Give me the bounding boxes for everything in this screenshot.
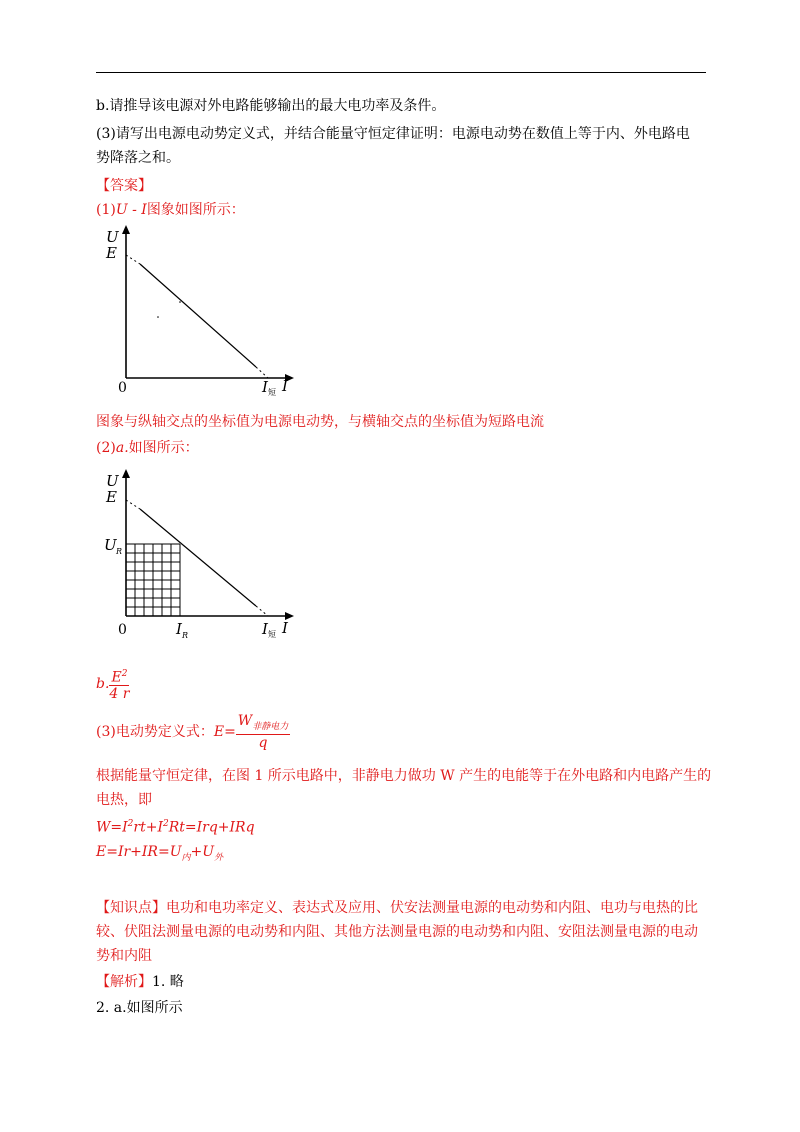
equation-1: $W=I^2rt+I^2Rt=Irq+IRq$ [96, 819, 255, 836]
short-circuit-current-label: I [262, 378, 268, 396]
answer-tag: 【答案】 [96, 178, 152, 194]
ui-line [140, 264, 256, 367]
ui-graph-figure-1 [96, 222, 316, 400]
analysis-tag: 【解析】 [96, 974, 152, 990]
short-circuit-subscript: 短 [268, 388, 276, 397]
knowledge-point-line1: 【知识点】电功和电功率定义、表达式及应用、伏安法测量电源的电动势和内阻、电功与电热的比 [96, 900, 698, 916]
answer-1-description: 图象与纵轴交点的坐标值为电源电动势，与横轴交点的坐标值为短路电流 [96, 414, 544, 430]
answer-2b-prefix: b. [96, 676, 110, 692]
dot-mark [157, 316, 159, 318]
answer-2-suffix: 如图所示： [128, 440, 199, 456]
dot-mark [179, 301, 181, 303]
max-power-denominator: 4 r [109, 686, 130, 703]
answer-1-prefix: (1) [96, 202, 116, 218]
question-3-line1 [96, 124, 690, 144]
power-grid [126, 544, 180, 616]
proof-line-1: 根据能量守恒定律，在图 1 所示电路中，非静电力做功 W 产生的电能等于在外电路和内电路产生的 [96, 768, 712, 784]
ui-graph-figure-2 [96, 466, 316, 648]
emf-label: E [106, 244, 117, 262]
analysis-text: 1. 略 [152, 974, 184, 990]
ui-line [140, 509, 256, 606]
ui-line-dashed-start [126, 500, 140, 509]
answer-3-prefix: (3) [96, 724, 116, 740]
question-3-line2: 势降落之和。 [96, 150, 180, 166]
origin-label: 0 [118, 380, 127, 396]
short-circuit-subscript: 短 [268, 630, 276, 639]
emf-denominator: q [258, 735, 268, 752]
ur-subscript: R [116, 547, 123, 556]
x-axis-label: I [282, 619, 288, 637]
proof-line-2: 电热，即 [96, 792, 152, 808]
answer-1-suffix: 图象如图所示： [146, 202, 245, 218]
y-axis-label: U [106, 472, 119, 490]
ui-line-dashed-end [256, 367, 268, 378]
knowledge-point-line2: 较、伏阻法测量电源的电动势和内阻、其他方法测量电源的电动势和内阻、安阻法测量电源的电动 [96, 924, 698, 940]
ui-line-dashed-start [126, 255, 140, 264]
short-circuit-current-label: I [262, 620, 268, 638]
answer-2-a: a. [115, 440, 129, 456]
answer-1-intro [96, 200, 245, 220]
knowledge-point-line3: 势和内阻 [96, 948, 152, 964]
header-rule [96, 72, 706, 73]
equation-2: $E=Ir+IR=U_内+U_外$ [96, 844, 224, 863]
analysis-line-2: 2. a.如图所示 [96, 1000, 183, 1016]
answer-2a-intro [96, 438, 199, 458]
ir-subscript: R [182, 631, 189, 640]
analysis-line [96, 972, 184, 992]
ui-line-dashed-end [256, 606, 268, 616]
answer-1-ui: U - I [115, 202, 147, 218]
question-b: b.请推导该电源对外电路能够输出的最大电功率及条件。 [96, 98, 446, 114]
emf-numerator: $W_{非静电力}$ [236, 713, 290, 736]
y-axis-arrow [122, 225, 130, 234]
question-3-number: (3) [96, 126, 116, 142]
max-power-numerator: $E^2$ [109, 666, 129, 687]
ur-label: U [104, 536, 117, 554]
emf-label: E [106, 488, 117, 506]
x-axis-label: I [282, 377, 288, 395]
max-power-fraction [109, 666, 129, 703]
y-axis-arrow [122, 469, 130, 478]
knowledge-point-tag: 【知识点】 [96, 900, 166, 916]
origin-label: 0 [118, 622, 127, 638]
y-axis-label: U [106, 228, 119, 246]
answer-2b [96, 664, 129, 704]
answer-3-definition [96, 712, 290, 752]
answer-2-prefix: (2) [96, 440, 116, 456]
answer-3-lhs: E= [213, 724, 236, 740]
emf-fraction [236, 713, 290, 752]
question-3-text: 请写出电源电动势定义式，并结合能量守恒定律证明：电源电动势在数值上等于内、外电路电 [115, 126, 690, 142]
answer-3-text: 电动势定义式： [115, 724, 214, 740]
ir-label: I [176, 620, 182, 638]
